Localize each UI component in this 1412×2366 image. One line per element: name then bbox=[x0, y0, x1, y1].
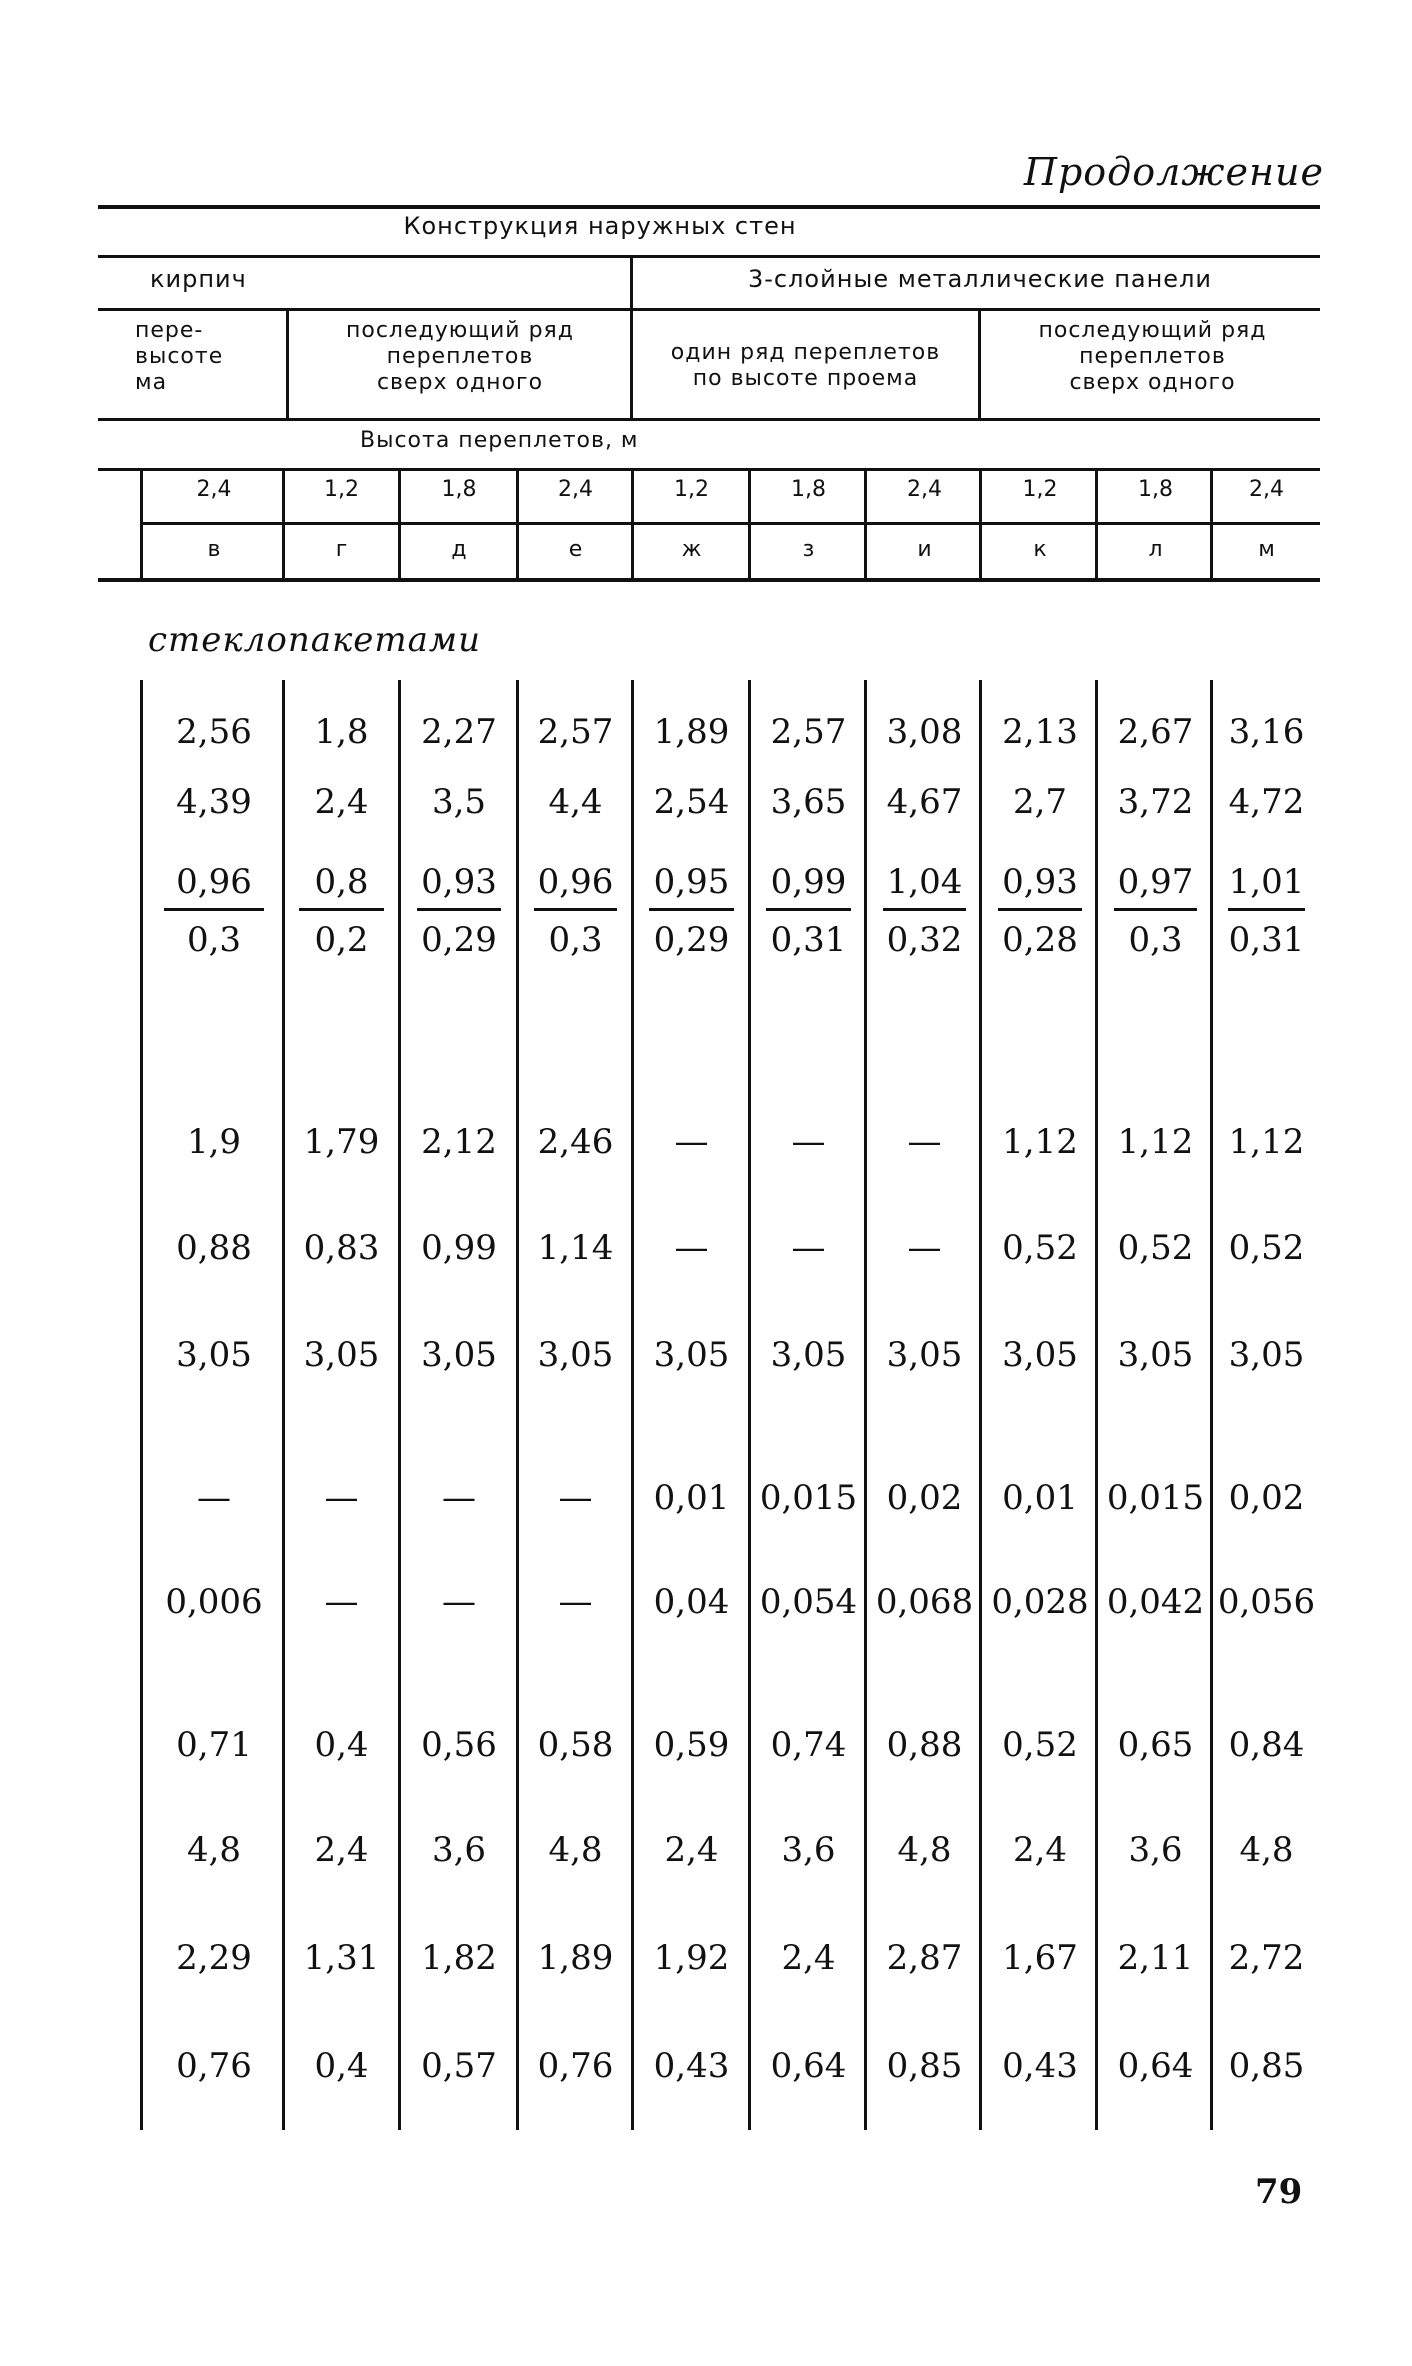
table-cell: 0,84 bbox=[1228, 1725, 1305, 1765]
table-cell: 0,76 bbox=[537, 2046, 614, 2086]
header-rule-6 bbox=[140, 522, 1320, 525]
header-bottom-rule bbox=[98, 578, 1320, 582]
table-cell: 0,43 bbox=[653, 2046, 730, 2086]
table-cell: 1,89 bbox=[653, 712, 730, 752]
table-cell: 3,5 bbox=[431, 782, 487, 822]
header-column-line bbox=[140, 471, 143, 578]
table-cell: 2,57 bbox=[770, 712, 847, 752]
fraction-denominator: 0,3 bbox=[548, 920, 603, 960]
table-cell: 2,4 bbox=[781, 1938, 836, 1978]
header-rule-4 bbox=[98, 418, 1320, 421]
table-cell: 0,76 bbox=[176, 2046, 252, 2086]
header-divider-brick-sub bbox=[286, 311, 289, 418]
table-cell: 1,79 bbox=[303, 1122, 380, 1162]
table-cell: 0,59 bbox=[653, 1725, 730, 1765]
table-cell: 3,08 bbox=[886, 712, 963, 752]
table-cell: 3,05 bbox=[886, 1335, 963, 1375]
height-cell: 1,8 bbox=[791, 477, 826, 502]
header-brick: кирпич bbox=[150, 265, 247, 293]
table-cell: 1,8 bbox=[314, 712, 369, 752]
height-cell: 2,4 bbox=[907, 477, 942, 502]
table-cell: 0,64 bbox=[1117, 2046, 1194, 2086]
header-column-line bbox=[398, 471, 401, 578]
table-cell: 0,85 bbox=[886, 2046, 963, 2086]
fraction-denominator: 0,2 bbox=[314, 920, 369, 960]
fraction-numerator: 1,01 bbox=[1228, 862, 1305, 902]
table-cell: 0,83 bbox=[303, 1228, 380, 1268]
fraction-bar bbox=[534, 908, 617, 911]
table-cell: 2,7 bbox=[1012, 782, 1068, 822]
fraction-denominator: 0,31 bbox=[770, 920, 847, 960]
table-cell: 4,72 bbox=[1228, 782, 1305, 822]
fraction-bar bbox=[998, 908, 1082, 911]
table-cell: 0,88 bbox=[176, 1228, 252, 1268]
fraction-numerator: 0,8 bbox=[314, 862, 369, 902]
fraction-numerator: 0,93 bbox=[421, 862, 497, 902]
table-cell: 0,02 bbox=[886, 1478, 963, 1518]
table-cell: 2,87 bbox=[886, 1938, 963, 1978]
table-cell: 1,31 bbox=[303, 1938, 380, 1978]
table-cell: 3,05 bbox=[770, 1335, 847, 1375]
table-cell: — bbox=[558, 1582, 593, 1622]
table-cell: 0,43 bbox=[1002, 2046, 1078, 2086]
header-panels: 3-слойные металлические панели bbox=[747, 265, 1213, 293]
table-cell: 0,054 bbox=[759, 1582, 858, 1622]
height-cell: 1,2 bbox=[324, 477, 359, 502]
table-cell: — bbox=[791, 1228, 826, 1268]
header-column-line bbox=[979, 471, 982, 578]
fraction-bar bbox=[766, 908, 850, 911]
fraction-bar bbox=[649, 908, 733, 911]
header-divider-brick-panels bbox=[630, 258, 633, 418]
fraction-denominator: 0,3 bbox=[186, 920, 242, 960]
header-column-line bbox=[631, 471, 634, 578]
table-cell: 3,05 bbox=[303, 1335, 380, 1375]
table-cell: 1,92 bbox=[653, 1938, 730, 1978]
letter-cell: л bbox=[1148, 537, 1163, 562]
table-cell: 0,056 bbox=[1217, 1582, 1316, 1622]
table-cell: 0,64 bbox=[770, 2046, 847, 2086]
table-cell: 4,8 bbox=[548, 1830, 603, 1870]
table-cell: — bbox=[442, 1582, 476, 1622]
letter-cell: з bbox=[802, 537, 815, 562]
table-cell: — bbox=[197, 1478, 231, 1518]
table-cell: 3,05 bbox=[537, 1335, 614, 1375]
letter-cell: д bbox=[451, 537, 467, 562]
header-col-first-brick: пере- высоте ма bbox=[135, 318, 224, 395]
table-cell: 1,12 bbox=[1117, 1122, 1194, 1162]
table-cell: 0,65 bbox=[1117, 1725, 1194, 1765]
letter-cell: в bbox=[207, 537, 221, 562]
table-cell: 3,05 bbox=[653, 1335, 730, 1375]
table-cell: 0,02 bbox=[1228, 1478, 1305, 1518]
table-cell: 2,29 bbox=[176, 1938, 252, 1978]
table-cell: 2,12 bbox=[421, 1122, 497, 1162]
table-cell: — bbox=[558, 1478, 593, 1518]
header-column-line bbox=[864, 471, 867, 578]
table-cell: 0,52 bbox=[1228, 1228, 1305, 1268]
table-cell: 0,028 bbox=[991, 1582, 1089, 1622]
table-cell: 2,13 bbox=[1002, 712, 1078, 752]
height-cell: 2,4 bbox=[196, 477, 232, 502]
table-cell: 0,52 bbox=[1002, 1228, 1078, 1268]
header-column-line bbox=[1210, 471, 1213, 578]
table-cell: 3,65 bbox=[770, 782, 847, 822]
table-cell: 2,4 bbox=[664, 1830, 719, 1870]
table-cell: 4,4 bbox=[548, 782, 603, 822]
table-cell: 3,05 bbox=[1117, 1335, 1194, 1375]
table-cell: 2,72 bbox=[1228, 1938, 1305, 1978]
table-cell: 0,068 bbox=[875, 1582, 974, 1622]
height-cell: 1,8 bbox=[1138, 477, 1173, 502]
table-cell: 0,58 bbox=[537, 1725, 614, 1765]
header-col-next-panels: последующий ряд переплетов сверх одного bbox=[1038, 318, 1267, 395]
table-cell: 0,74 bbox=[770, 1725, 847, 1765]
header-top-rule bbox=[98, 205, 1320, 209]
table-cell: 1,82 bbox=[421, 1938, 497, 1978]
letter-cell: и bbox=[917, 537, 932, 562]
table-cell: 0,52 bbox=[1002, 1725, 1078, 1765]
table-cell: 4,67 bbox=[886, 782, 963, 822]
table-cell: 0,4 bbox=[314, 1725, 369, 1765]
table-cell: — bbox=[442, 1478, 476, 1518]
table-cell: 0,71 bbox=[176, 1725, 252, 1765]
table-cell: — bbox=[907, 1228, 942, 1268]
table-cell: 0,006 bbox=[165, 1582, 263, 1622]
header-divider-panels-sub bbox=[978, 311, 981, 418]
fraction-bar bbox=[883, 908, 966, 911]
table-cell: 0,52 bbox=[1117, 1228, 1194, 1268]
fraction-numerator: 0,95 bbox=[653, 862, 730, 902]
table-cell: 0,04 bbox=[653, 1582, 730, 1622]
table-cell: 4,39 bbox=[176, 782, 252, 822]
table-cell: 2,54 bbox=[653, 782, 730, 822]
table-cell: 0,57 bbox=[421, 2046, 497, 2086]
table-cell: 1,67 bbox=[1002, 1938, 1078, 1978]
table-cell: 4,8 bbox=[897, 1830, 952, 1870]
table-cell: 2,46 bbox=[537, 1122, 614, 1162]
table-cell: 3,6 bbox=[1128, 1830, 1183, 1870]
table-cell: 2,27 bbox=[421, 712, 497, 752]
table-cell: 1,12 bbox=[1002, 1122, 1078, 1162]
fraction-bar bbox=[1228, 908, 1305, 911]
fraction-numerator: 1,04 bbox=[886, 862, 963, 902]
letter-cell: к bbox=[1033, 537, 1047, 562]
body-column-line bbox=[140, 680, 143, 2130]
header-column-line bbox=[516, 471, 519, 578]
fraction-denominator: 0,32 bbox=[886, 920, 963, 960]
table-cell: 3,05 bbox=[176, 1335, 252, 1375]
table-cell: 0,042 bbox=[1106, 1582, 1205, 1622]
fraction-denominator: 0,28 bbox=[1002, 920, 1078, 960]
table-cell: 0,88 bbox=[886, 1725, 963, 1765]
continuation-label: Продолжение bbox=[1023, 150, 1324, 194]
table-cell: 3,16 bbox=[1228, 712, 1305, 752]
table-cell: 0,85 bbox=[1228, 2046, 1305, 2086]
page-number: 79 bbox=[1255, 2172, 1303, 2212]
table-cell: 2,4 bbox=[314, 782, 369, 822]
fraction-numerator: 0,99 bbox=[770, 862, 847, 902]
table-cell: 0,4 bbox=[314, 2046, 369, 2086]
table-cell: 3,05 bbox=[421, 1335, 497, 1375]
table-cell: 3,05 bbox=[1002, 1335, 1078, 1375]
fraction-numerator: 0,96 bbox=[176, 862, 252, 902]
letter-cell: е bbox=[568, 537, 583, 562]
table-cell: 0,01 bbox=[1002, 1478, 1078, 1518]
fraction-denominator: 0,3 bbox=[1128, 920, 1183, 960]
height-cell: 2,4 bbox=[1249, 477, 1284, 502]
height-cell: 1,8 bbox=[441, 477, 477, 502]
header-col-one-row: один ряд переплетов по высоте проема bbox=[670, 340, 941, 391]
section-title: стеклопакетами bbox=[148, 620, 482, 660]
header-height-label: Высота переплетов, м bbox=[360, 428, 639, 453]
table-cell: 3,6 bbox=[781, 1830, 836, 1870]
table-cell: 0,99 bbox=[421, 1228, 497, 1268]
fraction-bar bbox=[299, 908, 383, 911]
table-cell: 1,14 bbox=[537, 1228, 614, 1268]
table-cell: 1,12 bbox=[1228, 1122, 1305, 1162]
header-construction: Конструкция наружных стен bbox=[403, 212, 797, 240]
height-cell: 2,4 bbox=[558, 477, 593, 502]
table-cell: — bbox=[791, 1122, 826, 1162]
fraction-bar bbox=[1114, 908, 1197, 911]
table-cell: 2,11 bbox=[1117, 1938, 1194, 1978]
fraction-denominator: 0,29 bbox=[421, 920, 497, 960]
fraction-numerator: 0,96 bbox=[537, 862, 614, 902]
header-col-next-brick: последующий ряд переплетов сверх одного bbox=[345, 318, 574, 395]
table-cell: — bbox=[674, 1228, 709, 1268]
header-column-line bbox=[1095, 471, 1098, 578]
fraction-denominator: 0,31 bbox=[1228, 920, 1305, 960]
header-rule-3 bbox=[98, 308, 1320, 311]
fraction-bar bbox=[417, 908, 502, 911]
header-column-line bbox=[748, 471, 751, 578]
table-cell: 2,67 bbox=[1117, 712, 1194, 752]
table-cell: 2,56 bbox=[176, 712, 252, 752]
table-cell: 0,015 bbox=[1106, 1478, 1205, 1518]
table-cell: 2,4 bbox=[314, 1830, 369, 1870]
table-cell: 4,8 bbox=[186, 1830, 242, 1870]
height-cell: 1,2 bbox=[674, 477, 709, 502]
table-cell: — bbox=[324, 1582, 359, 1622]
table-cell: 4,8 bbox=[1239, 1830, 1294, 1870]
fraction-bar bbox=[164, 908, 263, 911]
height-cell: 1,2 bbox=[1022, 477, 1058, 502]
fraction-numerator: 0,93 bbox=[1002, 862, 1078, 902]
table-cell: 0,01 bbox=[653, 1478, 730, 1518]
table-cell: 3,72 bbox=[1117, 782, 1194, 822]
letter-cell: г bbox=[335, 537, 348, 562]
table-cell: 1,9 bbox=[186, 1122, 242, 1162]
header-column-line bbox=[282, 471, 285, 578]
table-cell: — bbox=[907, 1122, 942, 1162]
table-cell: 0,56 bbox=[421, 1725, 497, 1765]
table-cell: 1,89 bbox=[537, 1938, 614, 1978]
table-cell: 3,6 bbox=[431, 1830, 487, 1870]
table-cell: 3,05 bbox=[1228, 1335, 1305, 1375]
table-cell: — bbox=[324, 1478, 359, 1518]
table-cell: — bbox=[674, 1122, 709, 1162]
letter-cell: ж bbox=[681, 537, 702, 562]
table-cell: 0,015 bbox=[759, 1478, 858, 1518]
header-rule-2 bbox=[98, 255, 1320, 258]
letter-cell: м bbox=[1258, 537, 1275, 562]
table-cell: 2,4 bbox=[1012, 1830, 1068, 1870]
fraction-denominator: 0,29 bbox=[653, 920, 730, 960]
fraction-numerator: 0,97 bbox=[1117, 862, 1194, 902]
table-cell: 2,57 bbox=[537, 712, 614, 752]
